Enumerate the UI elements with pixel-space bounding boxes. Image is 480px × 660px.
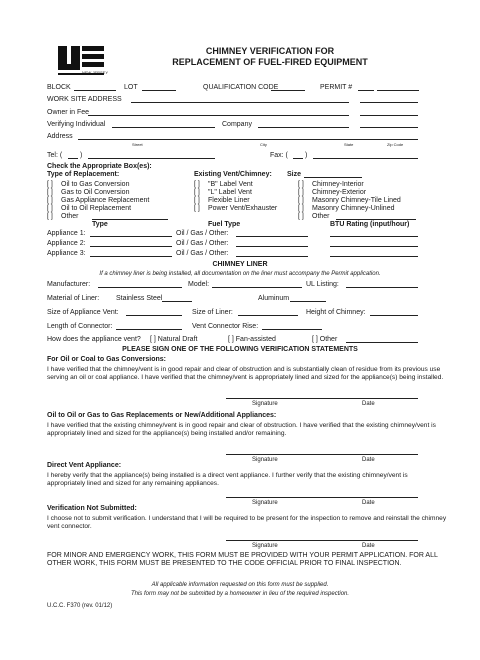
company-label: Company — [222, 121, 252, 128]
size-liner-label: Size of Liner: — [192, 309, 233, 316]
statement-3-signature-field[interactable] — [226, 497, 418, 498]
tel-label: Tel: ( — [47, 152, 63, 159]
vent-option-1[interactable]: [ ] "B" Label Vent — [194, 181, 253, 188]
owner-in-fee-field-2[interactable] — [360, 115, 418, 116]
replacement-other-field[interactable] — [92, 219, 168, 220]
statement-4-signature-field[interactable] — [226, 540, 418, 541]
footer-note-1: All applicable information requested on this form must be supplied. — [151, 582, 329, 588]
form-title-line1: CHIMNEY VERIFICATION FOR — [205, 46, 335, 56]
size-vent-label: Size of Appliance Vent: — [47, 309, 119, 316]
work-site-address-label: WORK SITE ADDRESS — [47, 96, 122, 103]
length-field[interactable] — [116, 329, 182, 330]
vent-option-2[interactable]: [ ] "L" Label Vent — [194, 189, 252, 196]
ucc-logo — [58, 46, 104, 82]
material-label: Material of Liner: — [47, 295, 100, 302]
verifying-individual-label: Verifying Individual — [47, 121, 106, 128]
chimney-liner-heading: CHIMNEY LINER — [212, 261, 268, 268]
replacement-option-4[interactable]: [ ] Oil to Oil Replacement — [47, 205, 132, 212]
address-label: Address — [47, 133, 73, 140]
check-heading: Check the Appropriate Box(es): — [47, 163, 152, 170]
statement-2-signature-label: Signature — [252, 457, 278, 463]
size-vent-field[interactable] — [126, 315, 182, 316]
lot-field[interactable] — [142, 90, 176, 91]
replacement-option-other[interactable]: [ ] Other — [47, 213, 79, 220]
appliance-3-label: Appliance 3: — [47, 250, 86, 257]
chimney-option-2[interactable]: [ ] Chimney-Exterior — [298, 189, 367, 196]
fax-close: ) — [305, 152, 308, 159]
tel-field[interactable] — [88, 158, 215, 159]
statement-3-signature-label: Signature — [252, 500, 278, 506]
owner-in-fee-field[interactable] — [88, 115, 349, 116]
address-field[interactable] — [78, 139, 418, 140]
company-field[interactable] — [258, 127, 349, 128]
statement-3-title: Direct Vent Appliance: — [47, 462, 122, 469]
col-btu: BTU Rating (input/hour) — [330, 221, 410, 228]
rise-field[interactable] — [262, 329, 322, 330]
appliance-1-label: Appliance 1: — [47, 230, 86, 237]
footer-notice: FOR MINOR AND EMERGENCY WORK, THIS FORM MUST BE PROVIDED WITH YOUR PERMIT APPLICATION. FOR ALL OTHER WORK, THIS FORM MUST BE PRESENTED TO THE CODE OFFICIAL PRIOR TO FINAL INSPECTION. — [47, 552, 438, 568]
stainless-label: Stainless Steel — [116, 295, 163, 302]
chimney-option-3[interactable]: [ ] Masonry Chimney-Tile Lined — [298, 197, 401, 204]
size-label: Size — [287, 171, 302, 178]
replacement-heading: Type of Replacement: — [47, 171, 120, 178]
statement-2-signature-field[interactable] — [226, 454, 418, 455]
chimney-liner-note: If a chimney liner is being installed, all documentation on the liner must accompany the Permit application. — [99, 271, 381, 277]
replacement-option-3[interactable]: [ ] Gas Appliance Replacement — [47, 197, 150, 204]
owner-in-fee-label: Owner in Fee — [47, 109, 90, 116]
statement-1-date-label: Date — [362, 401, 375, 407]
appliance-2-type-field[interactable] — [90, 246, 172, 247]
appliance-1-fuel-field[interactable] — [236, 236, 308, 237]
model-field[interactable] — [212, 287, 302, 288]
statement-1-text: I have verified that the chimney/vent is in good repair and clear of obstruction and is substantially clean of residue from its previous use serving an oil or coal appliance. I have verified that the chimney/vent is appropriately lined and sized for the appliance(s) being installed. — [47, 366, 444, 381]
appliance-1-fuel-label: Oil / Gas / Other: — [176, 230, 229, 237]
work-site-address-field-2[interactable] — [360, 102, 418, 103]
tel-area-field[interactable] — [68, 158, 78, 159]
appliance-3-btu-field[interactable] — [330, 256, 418, 257]
natural-draft-option[interactable]: [ ] Natural Draft — [150, 336, 198, 343]
form-title-line2: REPLACEMENT OF FUEL-FIRED EQUIPMENT — [172, 57, 368, 67]
fax-label: Fax: ( — [270, 152, 288, 159]
tel-close: ) — [80, 152, 83, 159]
chimney-option-4[interactable]: [ ] Masonry Chimney-Unlined — [298, 205, 395, 212]
fax-area-field[interactable] — [293, 158, 303, 159]
appliance-2-fuel-field[interactable] — [236, 246, 308, 247]
street-caption: Street — [132, 142, 143, 147]
vent-option-3[interactable]: [ ] Flexible Liner — [194, 197, 250, 204]
statement-3-date-label: Date — [362, 500, 375, 506]
statement-1-title: For Oil or Coal to Gas Conversions: — [47, 356, 167, 363]
logo-caption: NEW JERSEY — [82, 70, 109, 75]
statement-3-text: I hereby verify that the appliance(s) being installed is a direct vent appliance. I further verify that the existing chimney/vent is appropriately lined and sized for any remaining appliances. — [47, 472, 408, 487]
state-caption: State — [344, 142, 354, 147]
permit-label: PERMIT # — [320, 84, 353, 91]
permit-field-part2[interactable] — [377, 90, 419, 91]
statement-2-text: I have verified that the existing chimney/vent is in good repair and clear of obstruction. I have verified that the existing chimney/vent is appropriately lined and sized for the appliance(s) being installed and/or remaining. — [47, 422, 436, 437]
chimney-other-field[interactable] — [336, 219, 416, 220]
statement-4-text: I choose not to submit verification. I understand that I will be required to be present for the inspection to remove and reinstall the chimney vent connector. — [47, 515, 447, 530]
qualification-code-field[interactable] — [271, 90, 305, 91]
chimney-option-1[interactable]: [ ] Chimney-Interior — [298, 181, 364, 188]
appliance-2-btu-field[interactable] — [330, 246, 418, 247]
size-field[interactable] — [304, 177, 362, 178]
ul-listing-field[interactable] — [346, 287, 418, 288]
company-field-2[interactable] — [360, 127, 418, 128]
manufacturer-label: Manufacturer: — [47, 281, 91, 288]
lot-label: LOT — [124, 84, 138, 91]
other-vent-field[interactable] — [346, 342, 418, 343]
height-field[interactable] — [370, 315, 418, 316]
verifying-individual-field[interactable] — [112, 127, 215, 128]
length-label: Length of Connector: — [47, 323, 113, 330]
col-type: Type — [92, 221, 108, 228]
ul-listing-label: UL Listing: — [306, 281, 339, 288]
statement-4-title: Verification Not Submitted: — [47, 505, 137, 512]
chimney-option-other[interactable]: [ ] Other — [298, 213, 330, 220]
statement-4-signature-label: Signature — [252, 543, 278, 549]
fan-assisted-option[interactable]: [ ] Fan-assisted — [228, 336, 276, 343]
statements-heading: PLEASE SIGN ONE OF THE FOLLOWING VERIFICATION STATEMENTS — [122, 346, 358, 353]
size-liner-field[interactable] — [238, 315, 298, 316]
replacement-option-2[interactable]: [ ] Gas to Oil Conversion — [47, 189, 130, 196]
qualification-code-label: QUALIFICATION CODE — [203, 84, 279, 91]
appliance-1-btu-field[interactable] — [330, 236, 418, 237]
form-id: U.C.C. F370 (rev. 01/12) — [47, 603, 113, 609]
appliance-3-type-field[interactable] — [90, 256, 172, 257]
block-label: BLOCK — [47, 84, 71, 91]
work-site-address-field[interactable] — [131, 102, 349, 103]
aluminum-field[interactable] — [290, 301, 326, 302]
statement-1-signature-field[interactable] — [226, 398, 418, 399]
appliance-2-label: Appliance 2: — [47, 240, 86, 247]
statement-4-date-label: Date — [362, 543, 375, 549]
rise-label: Vent Connector Rise: — [192, 323, 259, 330]
zip-caption: Zip Code — [387, 142, 404, 147]
manufacturer-field[interactable] — [98, 287, 182, 288]
appliance-2-fuel-label: Oil / Gas / Other: — [176, 240, 229, 247]
permit-field-part1[interactable] — [358, 90, 374, 91]
other-vent-option[interactable]: [ ] Other — [312, 336, 338, 343]
block-field[interactable] — [74, 90, 116, 91]
height-label: Height of Chimney: — [306, 309, 366, 316]
appliance-3-fuel-label: Oil / Gas / Other: — [176, 250, 229, 257]
col-fuel: Fuel Type — [208, 221, 241, 228]
model-label: Model: — [188, 281, 210, 288]
aluminum-label: Aluminum — [258, 295, 290, 302]
appliance-1-type-field[interactable] — [90, 236, 172, 237]
fax-field[interactable] — [313, 158, 418, 159]
how-vent-label: How does the appliance vent? — [47, 336, 141, 343]
appliance-3-fuel-field[interactable] — [236, 256, 308, 257]
vent-option-4[interactable]: [ ] Power Vent/Exhauster — [194, 205, 278, 212]
stainless-field[interactable] — [162, 301, 192, 302]
replacement-option-1[interactable]: [ ] Oil to Gas Conversion — [47, 181, 130, 188]
statement-2-date-label: Date — [362, 457, 375, 463]
footer-note-2: This form may not be submitted by a homeowner in lieu of the required inspection. — [130, 591, 350, 597]
city-caption: City — [260, 142, 267, 147]
vent-heading: Existing Vent/Chimney: — [194, 171, 272, 178]
statement-2-title: Oil to Oil or Gas to Gas Replacements or New/Additional Appliances: — [47, 412, 277, 419]
statement-1-signature-label: Signature — [252, 401, 278, 407]
